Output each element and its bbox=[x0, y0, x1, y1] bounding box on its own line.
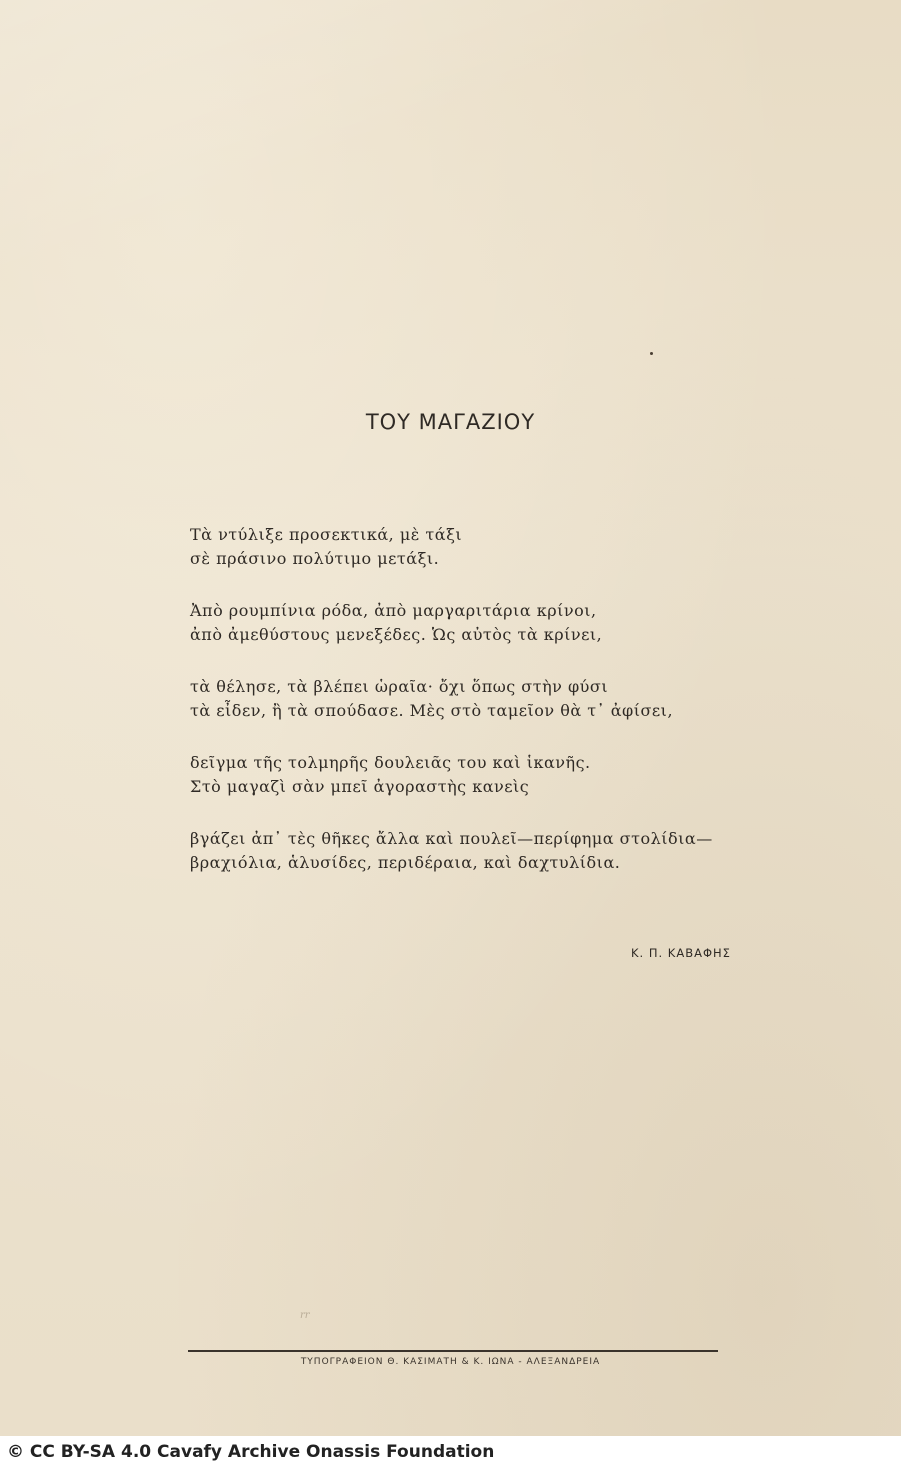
pencil-mark: rr bbox=[300, 1310, 310, 1321]
poem-title: ΤΟΥ ΜΑΓΑΖΙΟΥ bbox=[365, 410, 536, 434]
stanza bbox=[190, 827, 790, 875]
stanza bbox=[190, 675, 790, 723]
printer-line: ΤΥΠΟΓΡΑΦΕΙΟΝ Θ. ΚΑΣΙΜΑΤΗ & Κ. ΙΩΝΑ - ΑΛΕΞΑΝΔΡΕΙΑ bbox=[300, 1357, 601, 1367]
stanza bbox=[190, 523, 790, 571]
poem-line: Ἀπὸ ρουμπίνια ρόδα, ἀπὸ μαργαριτάρια κρίνοι, bbox=[190, 601, 597, 620]
stanza bbox=[190, 751, 790, 799]
poem-line: βραχιόλια, ἁλυσίδες, περιδέραια, καὶ δαχτυλίδια. bbox=[190, 853, 621, 872]
poem-line: δεῖγμα τῆς τολμηρῆς δουλειᾶς του καὶ ἱκανῆς. bbox=[190, 753, 591, 772]
poem-line: ἀπὸ ἀμεθύστους μενεξέδες. Ὡς αὐτὸς τὰ κρίνει, bbox=[190, 625, 603, 644]
poem-line: σὲ πράσινο πολύτιμο μετάξι. bbox=[190, 549, 440, 568]
poem-line: Τὰ ντύλιξε προσεκτικά, μὲ τάξι bbox=[190, 525, 463, 544]
paper-speck bbox=[650, 352, 653, 355]
poem-line: τὰ θέλησε, τὰ βλέπει ὡραῖα· ὄχι ὅπως στὴν φύσι bbox=[190, 677, 609, 696]
copyright-credit: © CC BY-SA 4.0 Cavafy Archive Onassis Foundation bbox=[7, 1442, 495, 1462]
poem-body bbox=[190, 523, 790, 903]
author-signature: Κ. Π. ΚΑΒΑΦΗΣ bbox=[631, 946, 731, 960]
poem-line: Στὸ μαγαζὶ σὰν μπεῖ ἀγοραστὴς κανεὶς bbox=[190, 777, 530, 796]
paper-fold-highlight bbox=[0, 0, 901, 300]
stanza bbox=[190, 599, 790, 647]
poem-line: τὰ εἶδεν, ἢ τὰ σπούδασε. Μὲς στὸ ταμεῖον θὰ τ᾿ ἀφίσει, bbox=[190, 701, 674, 720]
poem-line: βγάζει ἀπ᾿ τὲς θῆκες ἄλλα καὶ πουλεῖ—περίφημα στολίδια— bbox=[190, 829, 713, 848]
footer-rule bbox=[188, 1350, 718, 1352]
